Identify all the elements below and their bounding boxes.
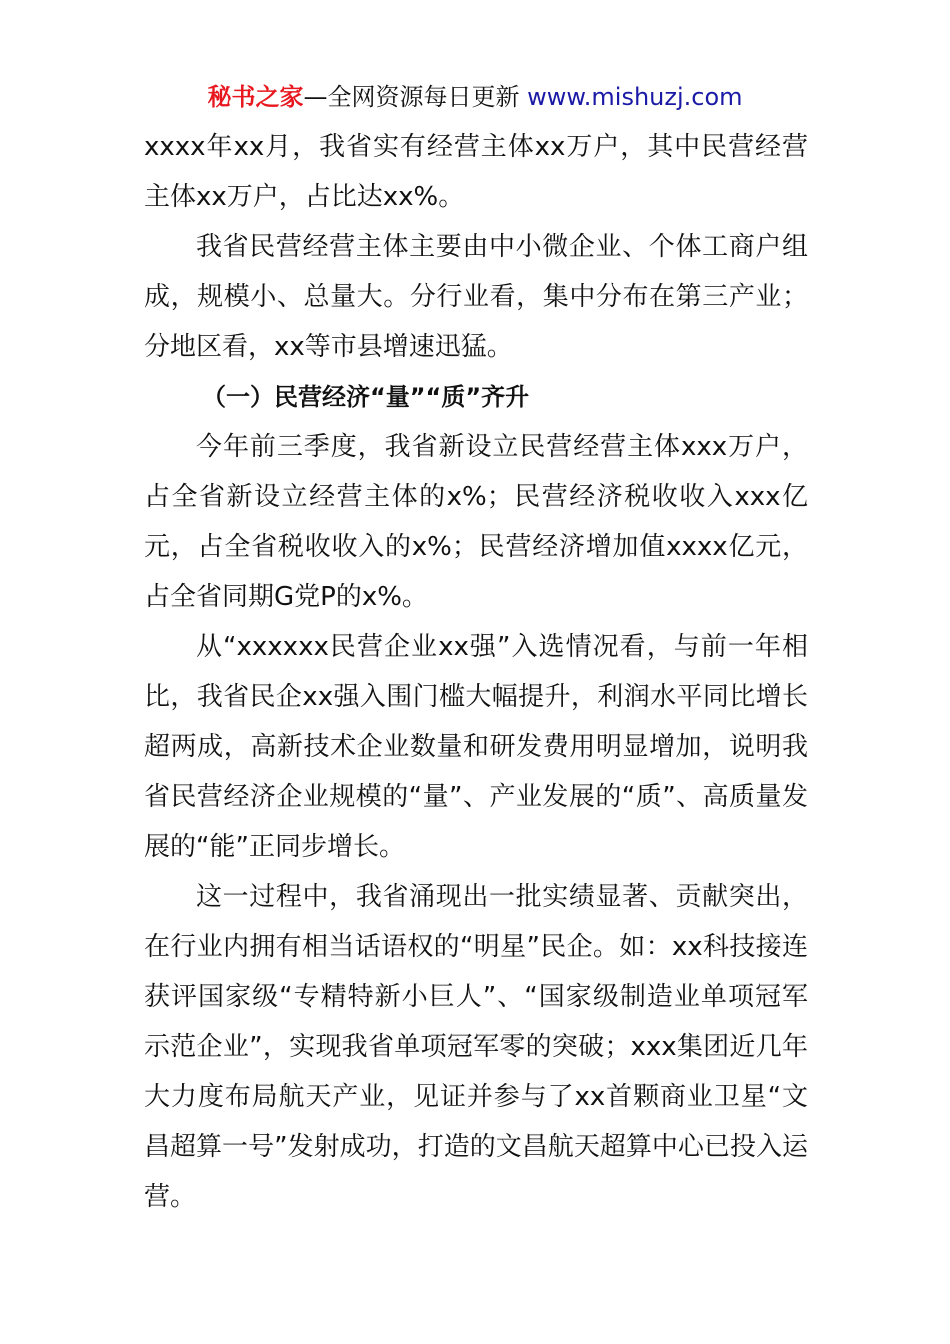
header-tagline: —全网资源每日更新 xyxy=(303,83,520,111)
paragraph-1: xxxx年xx月，我省实有经营主体xx万户，其中民营经营主体xx万户，占比达xx%。 xyxy=(144,132,808,212)
document-body xyxy=(144,122,808,1222)
section-heading: （一）民营经济“量”“质”齐升 xyxy=(202,383,530,411)
paragraph-2: 我省民营经营主体主要由中小微企业、个体工商户组成，规模小、总量大。分行业看，集中分布在第三产业；分地区看，xx等市县增速迅猛。 xyxy=(144,232,808,362)
brand-name: 秘书之家 xyxy=(207,83,304,111)
paragraph-3: 今年前三季度，我省新设立民营经营主体xxx万户，占全省新设立经营主体的x%；民营经济税收收入xxx亿元，占全省税收收入的x%；民营经济增加值xxxx亿元，占全省同期G党P的x%。 xyxy=(144,432,808,612)
website-link[interactable]: www.mishuzj.com xyxy=(527,83,743,111)
paragraph-5: 这一过程中，我省涌现出一批实绩显著、贡献突出，在行业内拥有相当话语权的“明星”民企。如：xx科技接连获评国家级“专精特新小巨人”、“国家级制造业单项冠军示范企业”，实现我省单项冠军零的突破；xxx集团近几年大力度布局航天产业，见证并参与了xx首颗商业卫星“文昌超算一号”发射成功，打造的文昌航天超算中心已投入运营。 xyxy=(144,882,808,1212)
paragraph-4: 从“xxxxxx民营企业xx强”入选情况看，与前一年相比，我省民企xx强入围门槛大幅提升，利润水平同比增长超两成，高新技术企业数量和研发费用明显增加，说明我省民营经济企业规模的“量”、产业发展的“质”、高质量发展的“能”正同步增长。 xyxy=(144,632,808,862)
page-header xyxy=(0,80,950,114)
